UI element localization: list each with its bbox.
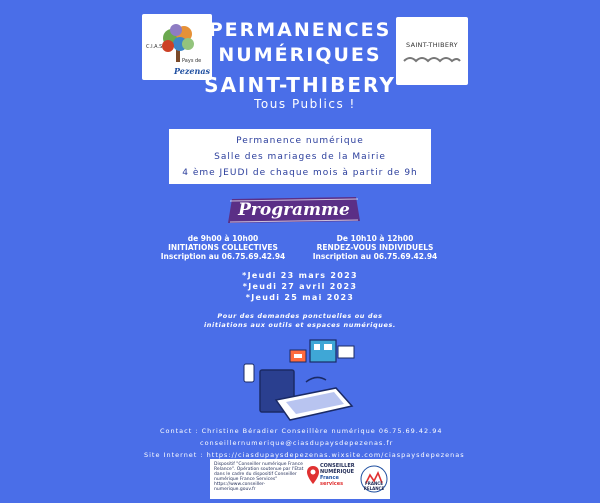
schedule-right-type: RENDEZ-VOUS INDIVIDUELS <box>316 243 434 252</box>
note <box>170 312 430 330</box>
contact-line-1: Contact : Christine Béradier Conseillère numérique 06.75.69.42.94 <box>160 427 443 435</box>
digital-devices-illustration <box>236 336 366 422</box>
contact-website: Site Internet : https://ciasdupaysdepezenas.wixsite.com/ciaspaysdepezenas <box>144 451 465 459</box>
title-line-3: SAINT-THIBERY <box>204 73 396 97</box>
title-line-2: NUMÉRIQUES <box>218 44 382 66</box>
schedule-right-inscription: Inscription au 06.75.69.42.94 <box>312 252 438 261</box>
schedule-right <box>300 234 450 261</box>
schedule-left <box>148 234 298 261</box>
contact-email: conseillernumerique@ciasdupaysdepezenas.fr <box>200 439 394 447</box>
date-item: *Jeudi 23 mars 2023 <box>242 271 358 280</box>
date-item: *Jeudi 27 avril 2023 <box>242 282 358 291</box>
cias-label: C.I.A.S <box>146 44 163 50</box>
info-box <box>169 129 431 184</box>
relance-line: FRANCE <box>365 481 383 486</box>
location-pin-icon <box>306 465 320 485</box>
relance-line: RELANCE <box>363 486 385 491</box>
schedule-left-time: de 9h00 à 10h00 <box>187 234 259 243</box>
france-relance-label <box>360 481 388 491</box>
schedule-left-inscription: Inscription au 06.75.69.42.94 <box>160 252 286 261</box>
bridge-icon <box>402 53 462 65</box>
cias-pezenas-label: Pezenas <box>174 66 211 76</box>
schedule-right-time: De 10h10 à 12h00 <box>336 234 414 243</box>
badge-line: services <box>320 481 344 487</box>
disclaimer-line: Dispositif "Conseiller numérique France <box>214 462 303 467</box>
conseiller-numerique-badge <box>320 463 355 487</box>
info-line-3: 4 ème JEUDI de chaque mois à partir de 9h <box>182 167 418 178</box>
disclaimer-text <box>214 462 304 492</box>
info-line-1: Permanence numérique <box>236 135 364 146</box>
badge-line: NUMÉRIQUE <box>320 469 355 475</box>
subtitle: Tous Publics ! <box>254 97 356 111</box>
title-line-1: PERMANENCES <box>208 19 392 41</box>
disclaimer-line: Relance". Opération soutenue par l'Etat <box>214 467 304 472</box>
disclaimer-line: https://www.conseiller-numerique.gouv.fr <box>214 482 266 492</box>
note-line-2: initiations aux outils et espaces numériques. <box>203 321 396 329</box>
partner-logos <box>210 459 390 499</box>
dates-list <box>200 270 400 303</box>
disclaimer-line: numérique France Services" <box>214 477 278 482</box>
date-item: *Jeudi 25 mai 2023 <box>245 293 355 302</box>
info-line-2: Salle des mariages de la Mairie <box>214 151 386 162</box>
programme-label: Programme <box>238 200 350 220</box>
badge-line: CONSEILLER <box>320 463 355 469</box>
cias-pays-label: Pays de <box>182 58 202 64</box>
schedule-left-type: INITIATIONS COLLECTIVES <box>168 243 278 252</box>
badge-line: France <box>320 475 339 481</box>
disclaimer-line: dans le cadre du dispositif Conseiller <box>214 472 297 477</box>
saint-thibery-logo-text: SAINT-THIBERY <box>406 41 458 49</box>
note-line-1: Pour des demandes ponctuelles ou des <box>217 312 383 320</box>
